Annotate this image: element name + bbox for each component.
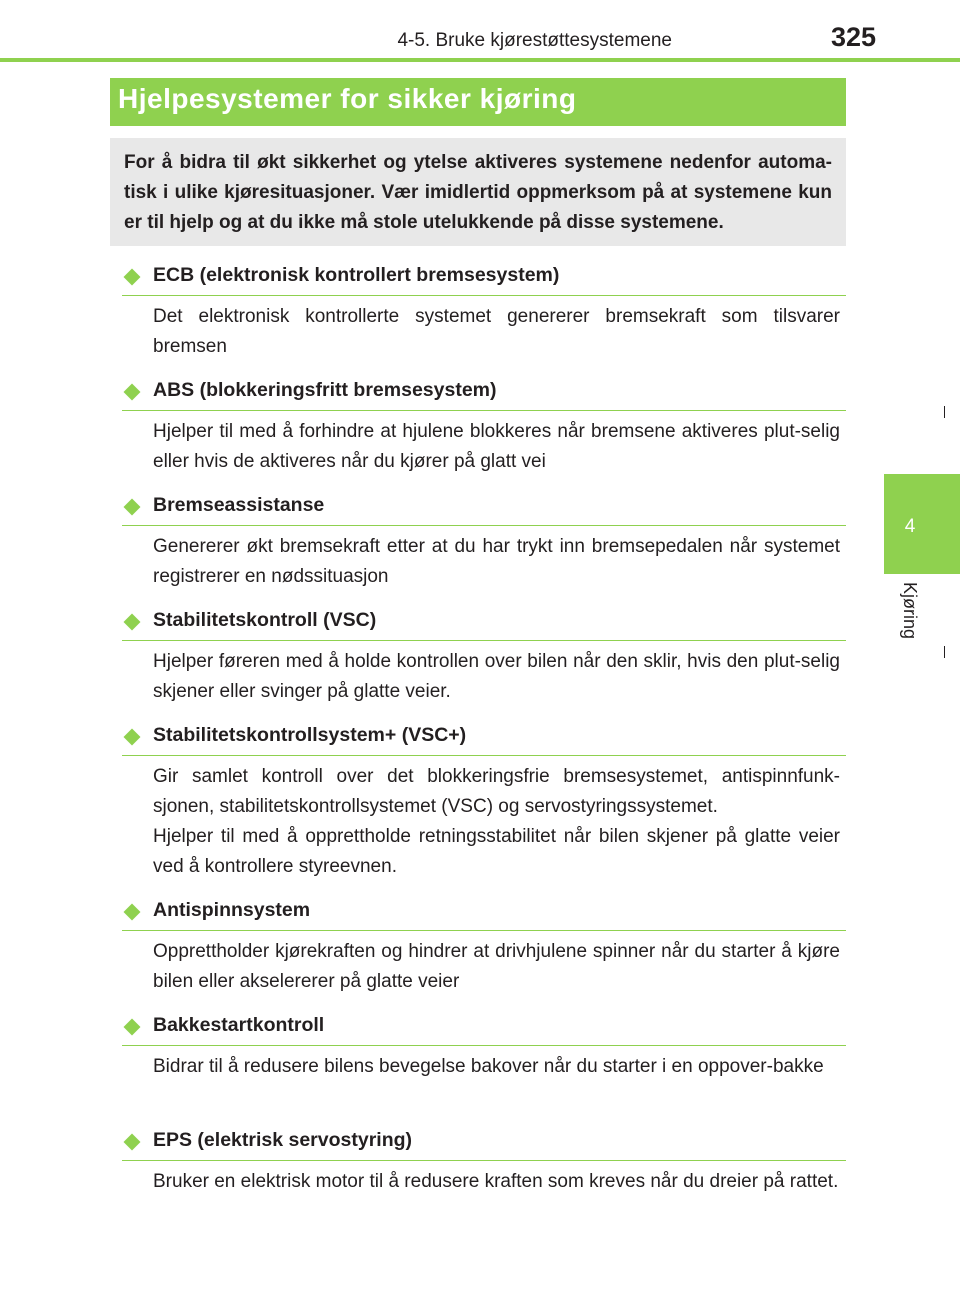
item-text: Genererer økt bremsekraft etter at du har trykt inn bremsepedalen når systemet registrerer en nødssituasjon — [153, 536, 840, 587]
margin-tick — [944, 646, 945, 658]
item-text: Gir samlet kontroll over det blokkeringsfrie bremsesystemet, antispinnfunk-sjonen, stabilitetskontrollsystemet (VSC) og servostyringssystemet. — [153, 766, 840, 817]
margin-tick — [944, 406, 945, 418]
diamond-bullet-icon — [124, 1134, 141, 1151]
diamond-bullet-icon — [124, 499, 141, 516]
item-heading — [122, 375, 846, 411]
diamond-bullet-icon — [124, 384, 141, 401]
diamond-bullet-icon — [124, 904, 141, 921]
page-title: Hjelpesystemer for sikker kjøring — [110, 78, 846, 126]
header-rule — [0, 58, 960, 62]
item-description — [153, 1167, 840, 1227]
page-number: 325 — [830, 22, 876, 52]
item-text: Bruker en elektrisk motor til å redusere kraften som kreves når du dreier på rattet. — [153, 1171, 839, 1192]
item-text: Hjelper føreren med å holde kontrollen over bilen når den sklir, hvis den plut-selig skjener eller svinger på glatte veier. — [153, 651, 840, 702]
item-description — [153, 417, 840, 477]
item-heading — [122, 605, 846, 641]
intro-box: For å bidra til økt sikkerhet og ytelse aktiveres systemene nedenfor automa-tisk i ulike kjøresituasjoner. Vær imidlertid oppmerksom på at systemene kun er til hjelp og at du ikke må stole utelukkende på disse systemene. — [110, 138, 846, 246]
item-heading — [122, 895, 846, 931]
item-heading — [122, 1125, 846, 1161]
item-description — [153, 937, 840, 997]
list-item — [122, 720, 846, 895]
item-heading — [122, 1010, 846, 1046]
item-title: Bremseassistanse — [153, 494, 325, 516]
diamond-bullet-icon — [124, 269, 141, 286]
chapter-tab — [884, 474, 960, 574]
list-item — [122, 490, 846, 605]
system-list — [122, 260, 846, 1240]
item-text: Det elektronisk kontrollerte systemet genererer bremsekraft som tilsvarer bremsen — [153, 306, 840, 357]
item-text: Opprettholder kjørekraften og hindrer at drivhjulene spinner når du starter å kjøre bilen eller akselererer på glatte veier — [153, 941, 840, 992]
item-title: EPS (elektrisk servostyring) — [153, 1129, 413, 1151]
item-description — [153, 302, 840, 362]
item-title: Stabilitetskontroll (VSC) — [153, 609, 377, 631]
item-text: Bidrar til å redusere bilens bevegelse bakover når du starter i en oppover-bakke — [153, 1056, 824, 1077]
item-heading — [122, 720, 846, 756]
item-title: ABS (blokkeringsfritt bremsesystem) — [153, 379, 497, 401]
list-item — [122, 1010, 846, 1125]
item-text: Hjelper til med å forhindre at hjulene blokkeres når bremsene aktiveres plut-selig eller hvis de aktiveres når du kjører på glatt vei — [153, 421, 840, 472]
item-description — [153, 1052, 840, 1112]
item-description — [153, 647, 840, 707]
list-item — [122, 375, 846, 490]
item-title: ECB (elektronisk kontrollert bremsesystem) — [153, 264, 560, 286]
item-title: Antispinnsystem — [153, 899, 311, 921]
item-heading — [122, 260, 846, 296]
list-item — [122, 605, 846, 720]
item-description — [153, 532, 840, 592]
diamond-bullet-icon — [124, 614, 141, 631]
item-text: Hjelper til med å opprettholde retningsstabilitet når bilen skjener på glatte veier ved å kontrollere styreevnen. — [153, 826, 840, 877]
item-description — [153, 762, 840, 882]
section-label: 4-5. Bruke kjørestøttesystemene — [397, 30, 672, 51]
item-title: Bakkestartkontroll — [153, 1014, 325, 1036]
list-item — [122, 895, 846, 1010]
list-item — [122, 260, 846, 375]
diamond-bullet-icon — [124, 1019, 141, 1036]
item-title: Stabilitetskontrollsystem+ (VSC+) — [153, 724, 467, 746]
item-heading — [122, 490, 846, 526]
page-header — [0, 22, 880, 56]
list-item — [122, 1125, 846, 1240]
chapter-label: Kjøring — [900, 582, 920, 640]
diamond-bullet-icon — [124, 729, 141, 746]
chapter-number: 4 — [904, 516, 916, 537]
